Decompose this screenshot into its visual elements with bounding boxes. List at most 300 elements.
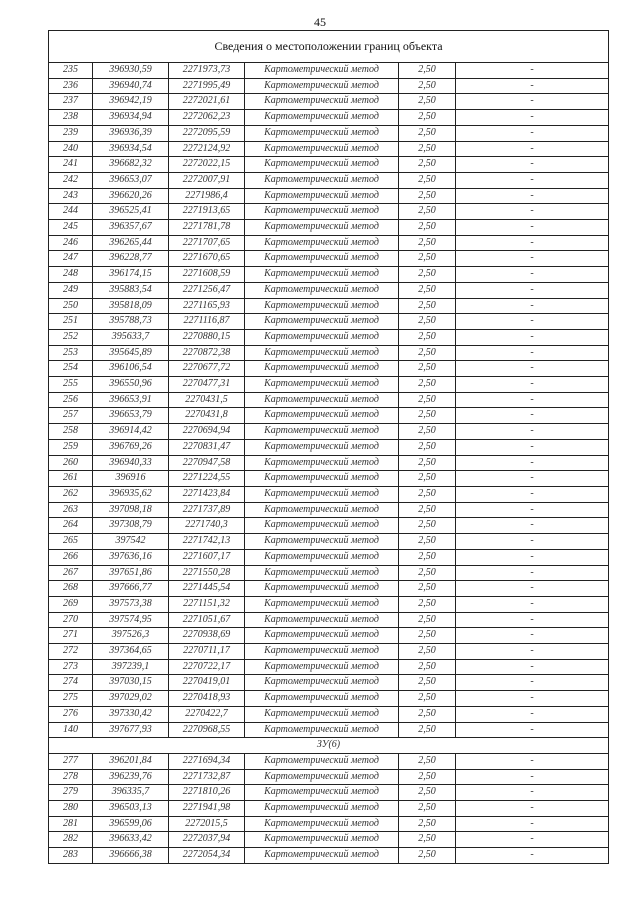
method-cell: Картометрический метод (245, 534, 399, 550)
y-coordinate-cell: 2271973,73 (169, 63, 245, 79)
table-row (49, 267, 609, 283)
x-coordinate-cell: 395788,73 (93, 314, 169, 330)
table-row (49, 204, 609, 220)
point-number-cell: 267 (49, 565, 93, 581)
method-cell: Картометрический метод (245, 565, 399, 581)
point-number-cell: 247 (49, 251, 93, 267)
description-cell: - (456, 565, 609, 581)
y-coordinate-cell: 2271151,32 (169, 596, 245, 612)
table-row (49, 110, 609, 126)
table-row (49, 345, 609, 361)
table-row (49, 706, 609, 722)
description-cell: - (456, 251, 609, 267)
table-row (49, 141, 609, 157)
y-coordinate-cell: 2271694,34 (169, 753, 245, 769)
point-number-cell: 236 (49, 78, 93, 94)
x-coordinate-cell: 396265,44 (93, 235, 169, 251)
accuracy-cell: 2,50 (399, 329, 456, 345)
method-cell: Картометрический метод (245, 424, 399, 440)
point-number-cell: 278 (49, 769, 93, 785)
accuracy-cell: 2,50 (399, 94, 456, 110)
table-row (49, 534, 609, 550)
accuracy-cell: 2,50 (399, 392, 456, 408)
table-row (49, 251, 609, 267)
point-number-cell: 252 (49, 329, 93, 345)
method-cell: Картометрический метод (245, 141, 399, 157)
accuracy-cell: 2,50 (399, 251, 456, 267)
x-coordinate-cell: 396174,15 (93, 267, 169, 283)
method-cell: Картометрический метод (245, 518, 399, 534)
y-coordinate-cell: 2271116,87 (169, 314, 245, 330)
x-coordinate-cell: 396914,42 (93, 424, 169, 440)
description-cell: - (456, 769, 609, 785)
y-coordinate-cell: 2271224,55 (169, 471, 245, 487)
accuracy-cell: 2,50 (399, 78, 456, 94)
method-cell: Картометрический метод (245, 172, 399, 188)
description-cell: - (456, 235, 609, 251)
accuracy-cell: 2,50 (399, 785, 456, 801)
method-cell: Картометрический метод (245, 486, 399, 502)
x-coordinate-cell: 396934,94 (93, 110, 169, 126)
table-row (49, 848, 609, 864)
point-number-cell: 264 (49, 518, 93, 534)
y-coordinate-cell: 2272007,91 (169, 172, 245, 188)
method-cell: Картометрический метод (245, 596, 399, 612)
accuracy-cell: 2,50 (399, 157, 456, 173)
table-row (49, 801, 609, 817)
table-row (49, 78, 609, 94)
method-cell: Картометрический метод (245, 581, 399, 597)
y-coordinate-cell: 2271423,84 (169, 486, 245, 502)
method-cell: Картометрический метод (245, 125, 399, 141)
description-cell: - (456, 486, 609, 502)
accuracy-cell: 2,50 (399, 801, 456, 817)
accuracy-cell: 2,50 (399, 408, 456, 424)
description-cell: - (456, 172, 609, 188)
point-number-cell: 241 (49, 157, 93, 173)
accuracy-cell: 2,50 (399, 235, 456, 251)
x-coordinate-cell: 396357,67 (93, 220, 169, 236)
point-number-cell: 274 (49, 675, 93, 691)
accuracy-cell: 2,50 (399, 816, 456, 832)
point-number-cell: 272 (49, 644, 93, 660)
description-cell: - (456, 848, 609, 864)
table-row (49, 785, 609, 801)
table-row (49, 94, 609, 110)
table-row (49, 832, 609, 848)
y-coordinate-cell: 2270694,94 (169, 424, 245, 440)
description-cell: - (456, 392, 609, 408)
x-coordinate-cell: 396525,41 (93, 204, 169, 220)
y-coordinate-cell: 2272021,61 (169, 94, 245, 110)
description-cell: - (456, 534, 609, 550)
description-cell: - (456, 94, 609, 110)
method-cell: Картометрический метод (245, 832, 399, 848)
accuracy-cell: 2,50 (399, 361, 456, 377)
table-row (49, 157, 609, 173)
method-cell: Картометрический метод (245, 204, 399, 220)
y-coordinate-cell: 2271742,13 (169, 534, 245, 550)
method-cell: Картометрический метод (245, 267, 399, 283)
table-row (49, 220, 609, 236)
accuracy-cell: 2,50 (399, 518, 456, 534)
description-cell: - (456, 141, 609, 157)
accuracy-cell: 2,50 (399, 220, 456, 236)
table-row (49, 769, 609, 785)
point-number-cell: 261 (49, 471, 93, 487)
method-cell: Картометрический метод (245, 235, 399, 251)
page-number: 45 (314, 15, 326, 29)
point-number-cell: 271 (49, 628, 93, 644)
description-cell: - (456, 596, 609, 612)
method-cell: Картометрический метод (245, 361, 399, 377)
accuracy-cell: 2,50 (399, 659, 456, 675)
description-cell: - (456, 110, 609, 126)
table-row (49, 753, 609, 769)
point-number-cell: 254 (49, 361, 93, 377)
point-number-cell: 235 (49, 63, 93, 79)
accuracy-cell: 2,50 (399, 471, 456, 487)
x-coordinate-cell: 397677,93 (93, 722, 169, 738)
description-cell: - (456, 691, 609, 707)
table-row (49, 282, 609, 298)
x-coordinate-cell: 396620,26 (93, 188, 169, 204)
method-cell: Картометрический метод (245, 722, 399, 738)
y-coordinate-cell: 2270831,47 (169, 439, 245, 455)
accuracy-cell: 2,50 (399, 675, 456, 691)
table-row (49, 314, 609, 330)
table-row (49, 188, 609, 204)
y-coordinate-cell: 2270677,72 (169, 361, 245, 377)
table-row (49, 691, 609, 707)
x-coordinate-cell: 396106,54 (93, 361, 169, 377)
description-cell: - (456, 628, 609, 644)
description-cell: - (456, 345, 609, 361)
point-number-cell: 282 (49, 832, 93, 848)
point-number-cell: 266 (49, 549, 93, 565)
method-cell: Картометрический метод (245, 94, 399, 110)
accuracy-cell: 2,50 (399, 644, 456, 660)
x-coordinate-cell: 396769,26 (93, 439, 169, 455)
x-coordinate-cell: 396503,13 (93, 801, 169, 817)
description-cell: - (456, 612, 609, 628)
y-coordinate-cell: 2272124,92 (169, 141, 245, 157)
y-coordinate-cell: 2271986,4 (169, 188, 245, 204)
description-cell: - (456, 502, 609, 518)
y-coordinate-cell: 2271810,26 (169, 785, 245, 801)
description-cell: - (456, 157, 609, 173)
description-cell: - (456, 471, 609, 487)
table-row (49, 581, 609, 597)
method-cell: Картометрический метод (245, 785, 399, 801)
subsection-row (49, 738, 609, 754)
table-row (49, 549, 609, 565)
description-cell: - (456, 408, 609, 424)
description-cell: - (456, 816, 609, 832)
x-coordinate-cell: 396940,33 (93, 455, 169, 471)
accuracy-cell: 2,50 (399, 455, 456, 471)
description-cell: - (456, 188, 609, 204)
table-row (49, 63, 609, 79)
point-number-cell: 283 (49, 848, 93, 864)
y-coordinate-cell: 2270880,15 (169, 329, 245, 345)
coordinates-sheet (48, 30, 608, 864)
method-cell: Картометрический метод (245, 345, 399, 361)
method-cell: Картометрический метод (245, 377, 399, 393)
accuracy-cell: 2,50 (399, 486, 456, 502)
y-coordinate-cell: 2271913,65 (169, 204, 245, 220)
method-cell: Картометрический метод (245, 188, 399, 204)
point-number-cell: 259 (49, 439, 93, 455)
x-coordinate-cell: 397542 (93, 534, 169, 550)
x-coordinate-cell: 395883,54 (93, 282, 169, 298)
y-coordinate-cell: 2270711,17 (169, 644, 245, 660)
description-cell: - (456, 424, 609, 440)
x-coordinate-cell: 396550,96 (93, 377, 169, 393)
point-number-cell: 270 (49, 612, 93, 628)
table-row (49, 329, 609, 345)
table-row (49, 596, 609, 612)
y-coordinate-cell: 2272062,23 (169, 110, 245, 126)
x-coordinate-cell: 397330,42 (93, 706, 169, 722)
section-title: Сведения о местоположении границ объекта (49, 31, 609, 63)
table-row (49, 408, 609, 424)
point-number-cell: 248 (49, 267, 93, 283)
table-row (49, 361, 609, 377)
accuracy-cell: 2,50 (399, 267, 456, 283)
x-coordinate-cell: 396935,62 (93, 486, 169, 502)
y-coordinate-cell: 2271737,89 (169, 502, 245, 518)
point-number-cell: 237 (49, 94, 93, 110)
point-number-cell: 265 (49, 534, 93, 550)
x-coordinate-cell: 396335,7 (93, 785, 169, 801)
point-number-cell: 242 (49, 172, 93, 188)
method-cell: Картометрический метод (245, 392, 399, 408)
point-number-cell: 262 (49, 486, 93, 502)
point-number-cell: 253 (49, 345, 93, 361)
method-cell: Картометрический метод (245, 502, 399, 518)
accuracy-cell: 2,50 (399, 722, 456, 738)
method-cell: Картометрический метод (245, 408, 399, 424)
table-row (49, 439, 609, 455)
point-number-cell: 238 (49, 110, 93, 126)
y-coordinate-cell: 2271740,3 (169, 518, 245, 534)
method-cell: Картометрический метод (245, 63, 399, 79)
description-cell: - (456, 549, 609, 565)
y-coordinate-cell: 2270431,8 (169, 408, 245, 424)
y-coordinate-cell: 2270418,93 (169, 691, 245, 707)
method-cell: Картометрический метод (245, 471, 399, 487)
description-cell: - (456, 204, 609, 220)
table-body (49, 63, 609, 864)
method-cell: Картометрический метод (245, 675, 399, 691)
method-cell: Картометрический метод (245, 706, 399, 722)
y-coordinate-cell: 2271995,49 (169, 78, 245, 94)
description-cell: - (456, 125, 609, 141)
point-number-cell: 269 (49, 596, 93, 612)
method-cell: Картометрический метод (245, 110, 399, 126)
accuracy-cell: 2,50 (399, 565, 456, 581)
point-number-cell: 281 (49, 816, 93, 832)
description-cell: - (456, 63, 609, 79)
x-coordinate-cell: 396599,06 (93, 816, 169, 832)
description-cell: - (456, 267, 609, 283)
description-cell: - (456, 753, 609, 769)
y-coordinate-cell: 2270947,58 (169, 455, 245, 471)
x-coordinate-cell: 395633,7 (93, 329, 169, 345)
point-number-cell: 273 (49, 659, 93, 675)
y-coordinate-cell: 2271051,67 (169, 612, 245, 628)
point-number-cell: 250 (49, 298, 93, 314)
description-cell: - (456, 329, 609, 345)
y-coordinate-cell: 2270722,17 (169, 659, 245, 675)
description-cell: - (456, 581, 609, 597)
x-coordinate-cell: 397574,95 (93, 612, 169, 628)
x-coordinate-cell: 396940,74 (93, 78, 169, 94)
accuracy-cell: 2,50 (399, 534, 456, 550)
x-coordinate-cell: 396633,42 (93, 832, 169, 848)
description-cell: - (456, 801, 609, 817)
point-number-cell: 140 (49, 722, 93, 738)
table-row (49, 486, 609, 502)
accuracy-cell: 2,50 (399, 502, 456, 518)
y-coordinate-cell: 2271445,54 (169, 581, 245, 597)
table-row (49, 172, 609, 188)
y-coordinate-cell: 2271670,65 (169, 251, 245, 267)
x-coordinate-cell: 397666,77 (93, 581, 169, 597)
table-row (49, 235, 609, 251)
accuracy-cell: 2,50 (399, 204, 456, 220)
description-cell: - (456, 659, 609, 675)
point-number-cell: 268 (49, 581, 93, 597)
accuracy-cell: 2,50 (399, 612, 456, 628)
x-coordinate-cell: 396934,54 (93, 141, 169, 157)
point-number-cell: 257 (49, 408, 93, 424)
accuracy-cell: 2,50 (399, 628, 456, 644)
table-row (49, 125, 609, 141)
description-cell: - (456, 706, 609, 722)
table-row (49, 659, 609, 675)
accuracy-cell: 2,50 (399, 172, 456, 188)
method-cell: Картометрический метод (245, 769, 399, 785)
method-cell: Картометрический метод (245, 314, 399, 330)
table-row (49, 675, 609, 691)
method-cell: Картометрический метод (245, 157, 399, 173)
y-coordinate-cell: 2270422,7 (169, 706, 245, 722)
accuracy-cell: 2,50 (399, 188, 456, 204)
x-coordinate-cell: 396653,79 (93, 408, 169, 424)
point-number-cell: 251 (49, 314, 93, 330)
point-number-cell: 277 (49, 753, 93, 769)
x-coordinate-cell: 396201,84 (93, 753, 169, 769)
y-coordinate-cell: 2272054,34 (169, 848, 245, 864)
point-number-cell: 255 (49, 377, 93, 393)
y-coordinate-cell: 2270938,69 (169, 628, 245, 644)
x-coordinate-cell: 397636,16 (93, 549, 169, 565)
x-coordinate-cell: 395818,09 (93, 298, 169, 314)
method-cell: Картометрический метод (245, 644, 399, 660)
method-cell: Картометрический метод (245, 659, 399, 675)
table-row (49, 471, 609, 487)
table-row (49, 455, 609, 471)
x-coordinate-cell: 397029,02 (93, 691, 169, 707)
y-coordinate-cell: 2272022,15 (169, 157, 245, 173)
description-cell: - (456, 220, 609, 236)
method-cell: Картометрический метод (245, 816, 399, 832)
table-row (49, 377, 609, 393)
description-cell: - (456, 78, 609, 94)
subsection-label: ЗУ(6) (49, 738, 609, 754)
y-coordinate-cell: 2271256,47 (169, 282, 245, 298)
point-number-cell: 245 (49, 220, 93, 236)
table-row (49, 392, 609, 408)
y-coordinate-cell: 2270431,5 (169, 392, 245, 408)
method-cell: Картометрический метод (245, 549, 399, 565)
x-coordinate-cell: 396666,38 (93, 848, 169, 864)
x-coordinate-cell: 397526,3 (93, 628, 169, 644)
x-coordinate-cell: 396942,19 (93, 94, 169, 110)
point-number-cell: 275 (49, 691, 93, 707)
point-number-cell: 280 (49, 801, 93, 817)
method-cell: Картометрический метод (245, 439, 399, 455)
coordinates-table (48, 30, 609, 864)
description-cell: - (456, 675, 609, 691)
x-coordinate-cell: 396239,76 (93, 769, 169, 785)
point-number-cell: 263 (49, 502, 93, 518)
accuracy-cell: 2,50 (399, 377, 456, 393)
y-coordinate-cell: 2271608,59 (169, 267, 245, 283)
method-cell: Картометрический метод (245, 612, 399, 628)
y-coordinate-cell: 2271941,98 (169, 801, 245, 817)
x-coordinate-cell: 396228,77 (93, 251, 169, 267)
point-number-cell: 239 (49, 125, 93, 141)
table-row (49, 722, 609, 738)
description-cell: - (456, 644, 609, 660)
y-coordinate-cell: 2270872,38 (169, 345, 245, 361)
point-number-cell: 240 (49, 141, 93, 157)
table-row (49, 565, 609, 581)
point-number-cell: 244 (49, 204, 93, 220)
table-row (49, 518, 609, 534)
method-cell: Картометрический метод (245, 628, 399, 644)
accuracy-cell: 2,50 (399, 439, 456, 455)
method-cell: Картометрический метод (245, 848, 399, 864)
method-cell: Картометрический метод (245, 753, 399, 769)
y-coordinate-cell: 2271550,28 (169, 565, 245, 581)
y-coordinate-cell: 2272095,59 (169, 125, 245, 141)
accuracy-cell: 2,50 (399, 848, 456, 864)
description-cell: - (456, 282, 609, 298)
x-coordinate-cell: 396916 (93, 471, 169, 487)
description-cell: - (456, 314, 609, 330)
description-cell: - (456, 832, 609, 848)
table-row (49, 644, 609, 660)
x-coordinate-cell: 397030,15 (93, 675, 169, 691)
accuracy-cell: 2,50 (399, 282, 456, 298)
accuracy-cell: 2,50 (399, 596, 456, 612)
x-coordinate-cell: 397098,18 (93, 502, 169, 518)
point-number-cell: 260 (49, 455, 93, 471)
point-number-cell: 279 (49, 785, 93, 801)
y-coordinate-cell: 2272037,94 (169, 832, 245, 848)
accuracy-cell: 2,50 (399, 549, 456, 565)
x-coordinate-cell: 396682,32 (93, 157, 169, 173)
accuracy-cell: 2,50 (399, 706, 456, 722)
method-cell: Картометрический метод (245, 329, 399, 345)
method-cell: Картометрический метод (245, 220, 399, 236)
table-row (49, 298, 609, 314)
description-cell: - (456, 455, 609, 471)
